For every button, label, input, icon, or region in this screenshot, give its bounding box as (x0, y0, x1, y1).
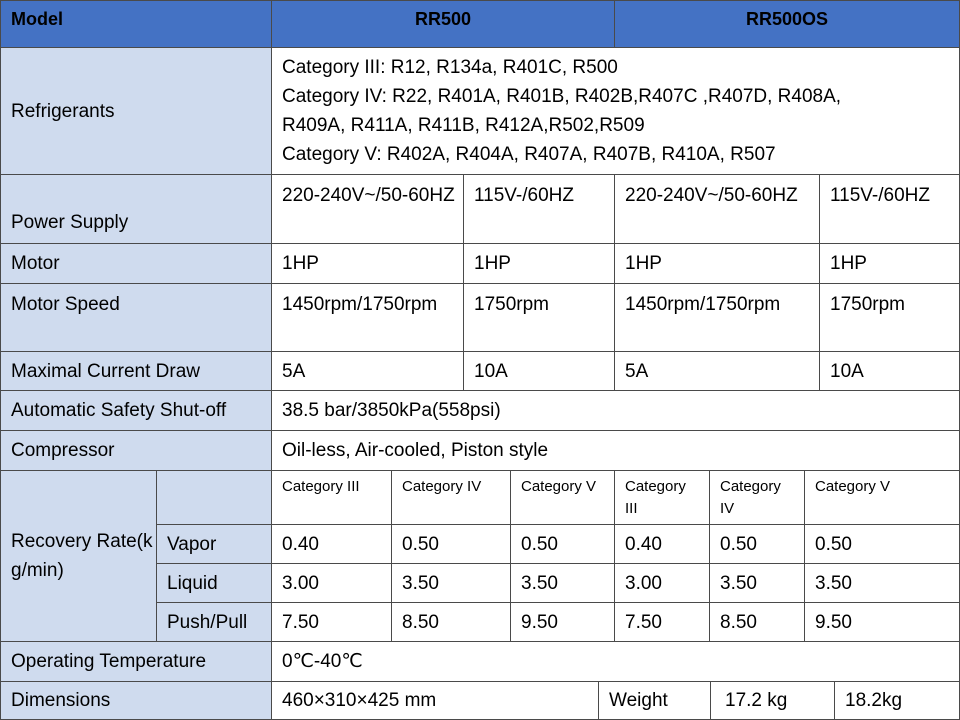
power-supply-label: Power Supply (0, 175, 272, 244)
refrigerants-line: Category V: R402A, R404A, R407A, R407B, R410A, R507 (282, 144, 776, 165)
recovery-row-label: Liquid (157, 564, 272, 603)
recovery-value: 0.50 (710, 525, 805, 564)
refrigerants-line: Category IV: R22, R401A, R401B, R402B,R407C ,R407D, R408A, (282, 86, 842, 107)
header-model: Model (0, 0, 272, 48)
recovery-value: 8.50 (710, 603, 805, 642)
refrigerants-label: Refrigerants (0, 48, 272, 175)
header-rr500: RR500 (272, 0, 615, 48)
max-current-value: 5A (272, 352, 464, 391)
max-current-value: 10A (464, 352, 615, 391)
motor-value: 1HP (272, 244, 464, 284)
recovery-value: 3.50 (511, 564, 615, 603)
motor-speed-label: Motor Speed (0, 284, 272, 352)
recovery-category: Category III (272, 471, 392, 525)
shutoff-label: Automatic Safety Shut-off (0, 391, 272, 431)
recovery-value: 0.50 (805, 525, 960, 564)
motor-speed-value: 1450rpm/1750rpm (615, 284, 820, 352)
recovery-value: 3.50 (392, 564, 511, 603)
motor-speed-value: 1750rpm (820, 284, 960, 352)
recovery-value: 0.50 (392, 525, 511, 564)
weight-rr500os: 18.2kg (835, 682, 960, 720)
recovery-category: Category V (511, 471, 615, 525)
dimensions-label: Dimensions (0, 682, 272, 720)
max-current-value: 10A (820, 352, 960, 391)
weight-label: Weight (599, 682, 711, 720)
recovery-value: 0.50 (511, 525, 615, 564)
max-current-value: 5A (615, 352, 820, 391)
operating-temp-value: 0℃-40℃ (272, 642, 960, 682)
shutoff-value: 38.5 bar/3850kPa(558psi) (272, 391, 960, 431)
motor-value: 1HP (820, 244, 960, 284)
power-supply-value: 115V-/60HZ (464, 175, 615, 244)
recovery-row-label: Vapor (157, 525, 272, 564)
operating-temp-label: Operating Temperature (0, 642, 272, 682)
compressor-label: Compressor (0, 431, 272, 471)
motor-value: 1HP (464, 244, 615, 284)
recovery-value: 8.50 (392, 603, 511, 642)
recovery-category: Category IV (710, 471, 805, 525)
header-rr500os: RR500OS (615, 0, 960, 48)
power-supply-value: 115V-/60HZ (820, 175, 960, 244)
recovery-value: 3.00 (272, 564, 392, 603)
compressor-value: Oil-less, Air-cooled, Piston style (272, 431, 960, 471)
recovery-value: 9.50 (805, 603, 960, 642)
recovery-value: 3.50 (805, 564, 960, 603)
refrigerants-value (272, 48, 960, 175)
max-current-label: Maximal Current Draw (0, 352, 272, 391)
motor-speed-value: 1450rpm/1750rpm (272, 284, 464, 352)
recovery-value: 3.00 (615, 564, 710, 603)
recovery-category: Category IV (392, 471, 511, 525)
recovery-value: 0.40 (615, 525, 710, 564)
recovery-value: 7.50 (615, 603, 710, 642)
motor-value: 1HP (615, 244, 820, 284)
recovery-value: 0.40 (272, 525, 392, 564)
motor-label: Motor (0, 244, 272, 284)
power-supply-value: 220-240V~/50-60HZ (615, 175, 820, 244)
recovery-row-label: Push/Pull (157, 603, 272, 642)
recovery-subheader-blank (157, 471, 272, 525)
recovery-value: 3.50 (710, 564, 805, 603)
recovery-value: 9.50 (511, 603, 615, 642)
dimensions-value: 460×310×425 mm (272, 682, 599, 720)
power-supply-value: 220-240V~/50-60HZ (272, 175, 464, 244)
recovery-category: Category III (615, 471, 710, 525)
recovery-category: Category V (805, 471, 960, 525)
recovery-value: 7.50 (272, 603, 392, 642)
weight-rr500: 17.2 kg (711, 682, 835, 720)
recovery-label: Recovery Rate(kg/min) (0, 471, 157, 642)
motor-speed-value: 1750rpm (464, 284, 615, 352)
refrigerants-line: Category III: R12, R134a, R401C, R500 (282, 57, 618, 78)
refrigerants-line: R409A, R411A, R411B, R412A,R502,R509 (282, 115, 645, 136)
